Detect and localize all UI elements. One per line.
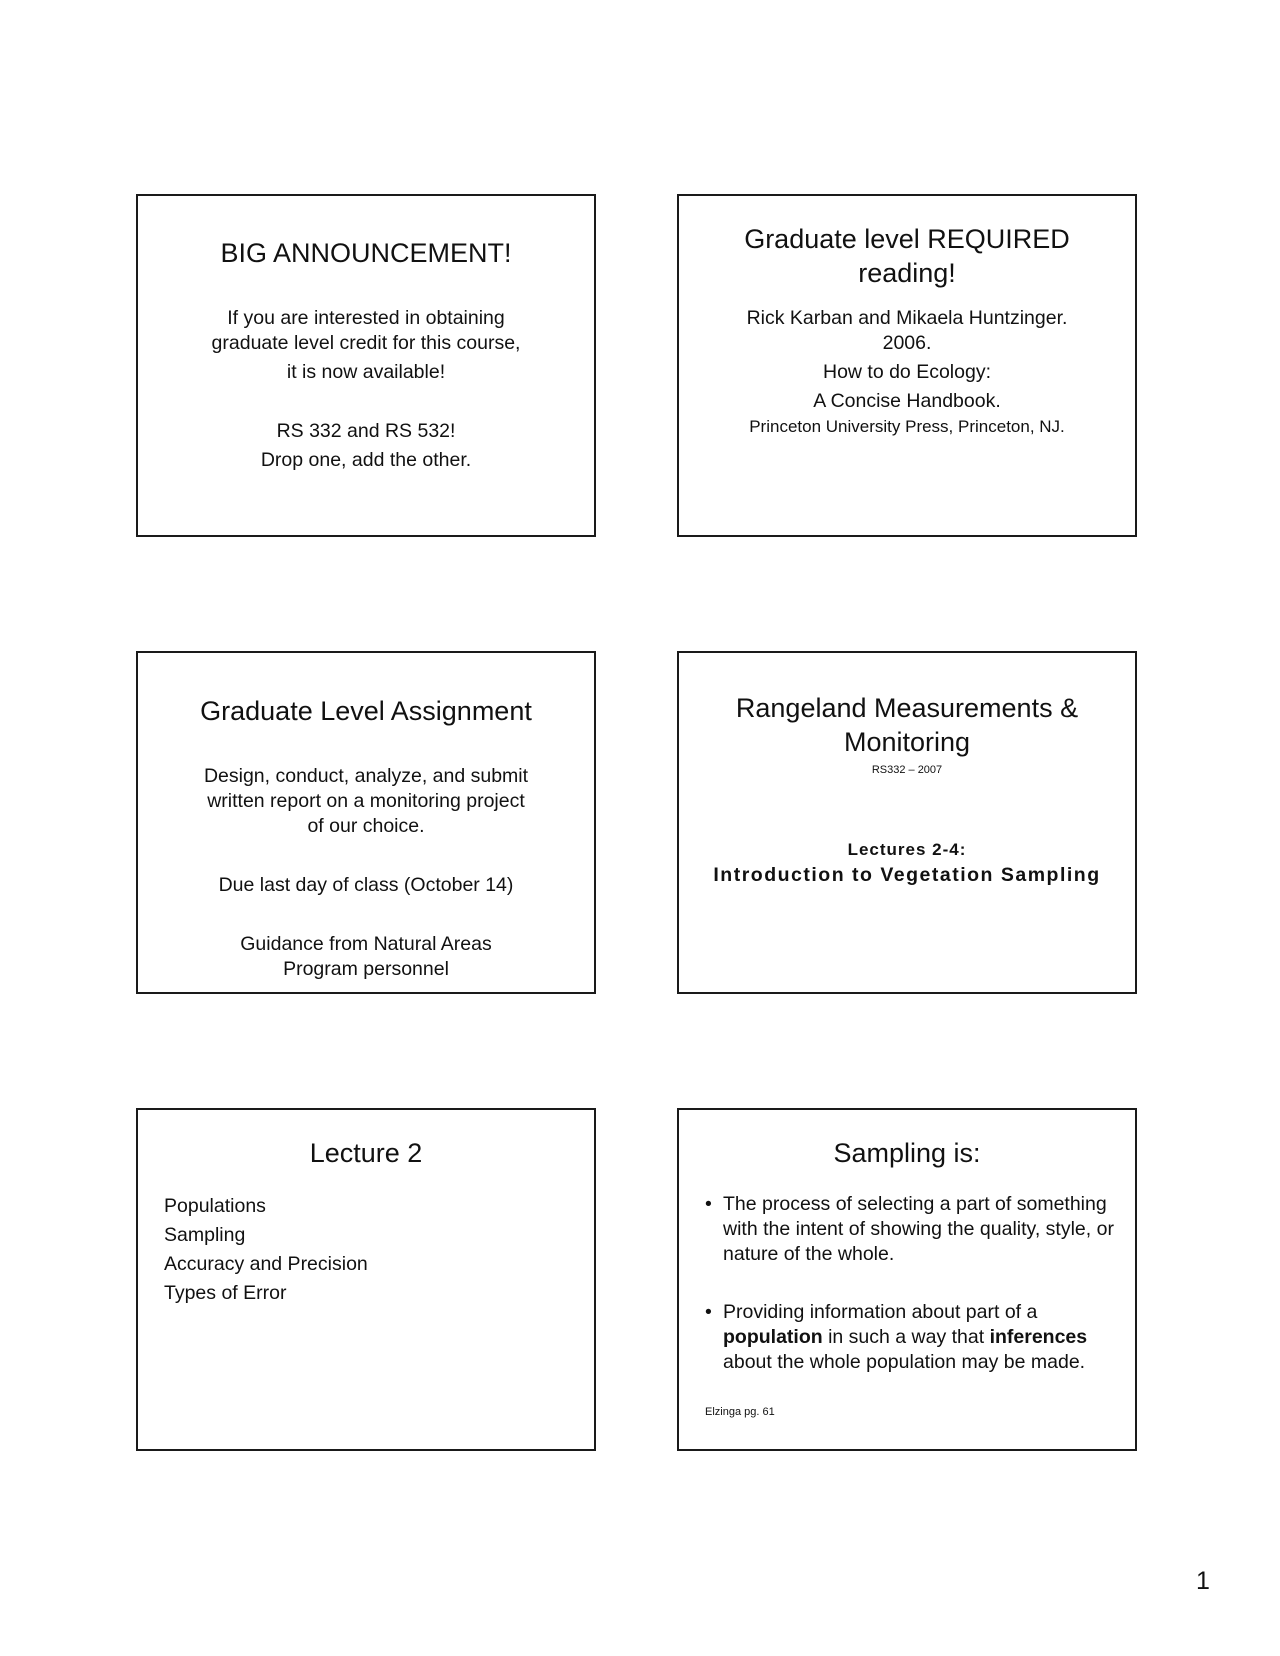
bullet-icon: • xyxy=(705,1301,712,1323)
title-line: Graduate level REQUIRED xyxy=(744,224,1070,254)
lectures-label: Lectures 2-4: xyxy=(847,840,967,859)
definition-list xyxy=(705,1192,1115,1408)
guidance-line: Program personnel xyxy=(283,958,449,980)
body-line: it is now available! xyxy=(286,361,446,383)
slide-title: Sampling is: xyxy=(833,1138,981,1168)
due-date-line: Due last day of class (October 14) xyxy=(218,874,514,896)
bold-term-inferences: inferences xyxy=(989,1326,1088,1348)
year-line: 2006. xyxy=(882,332,932,354)
course-subtitle: RS332 – 2007 xyxy=(871,764,943,776)
slide-title xyxy=(679,222,1135,290)
bold-term-population: population xyxy=(723,1326,823,1348)
slide-title: Graduate Level Assignment xyxy=(200,696,532,726)
list-item: Accuracy and Precision xyxy=(164,1253,368,1275)
list-item: Sampling xyxy=(164,1224,246,1246)
body-line: of our choice. xyxy=(307,815,425,837)
list-item: Populations xyxy=(164,1195,266,1217)
slide-sampling-definition xyxy=(677,1108,1137,1451)
list-item: Types of Error xyxy=(164,1282,287,1304)
slide-graduate-assignment xyxy=(136,651,596,994)
body-line: RS 332 and RS 532! xyxy=(276,420,456,442)
slide-body xyxy=(138,306,594,473)
guidance-line: Guidance from Natural Areas xyxy=(240,933,492,955)
bullet-text xyxy=(723,1301,1087,1373)
body-line: If you are interested in obtaining xyxy=(227,307,505,329)
slide-title xyxy=(679,691,1135,759)
title-line: Monitoring xyxy=(843,727,971,757)
slide-title: Lecture 2 xyxy=(309,1138,423,1168)
bullet-text: The process of selecting a part of something with the intent of showing the quality, style, or nature of the whole. xyxy=(723,1193,1114,1265)
bullet-text-part: about the whole population may be made. xyxy=(723,1351,1086,1373)
list-item xyxy=(705,1300,1115,1375)
title-line: reading! xyxy=(858,258,956,288)
title-line: Rangeland Measurements & xyxy=(735,693,1079,723)
slide-big-announcement xyxy=(136,194,596,537)
body-line: Design, conduct, analyze, and submit xyxy=(203,765,529,787)
body-line: written report on a monitoring project xyxy=(207,790,525,812)
lectures-topic: Introduction to Vegetation Sampling xyxy=(713,864,1101,886)
topic-list xyxy=(164,1192,368,1308)
slide-required-reading xyxy=(677,194,1137,537)
slide-lecture-2 xyxy=(136,1108,596,1451)
body-line: graduate level credit for this course, xyxy=(211,332,521,354)
page-number: 1 xyxy=(1196,1567,1210,1595)
book-title-line: A Concise Handbook. xyxy=(813,390,1001,412)
body-line: Drop one, add the other. xyxy=(260,449,472,471)
book-title-line: How to do Ecology: xyxy=(822,361,991,383)
list-item xyxy=(705,1192,1115,1267)
slide-body xyxy=(138,764,594,982)
publisher-line: Princeton University Press, Princeton, NJ. xyxy=(749,417,1065,436)
slide-body xyxy=(679,306,1135,438)
bullet-text-part: Providing information about part of a xyxy=(723,1301,1038,1323)
citation: Elzinga pg. 61 xyxy=(705,1406,775,1418)
bullet-icon: • xyxy=(705,1193,712,1215)
authors-line: Rick Karban and Mikaela Huntzinger. xyxy=(746,307,1068,329)
slide-course-title xyxy=(677,651,1137,994)
slide-title: BIG ANNOUNCEMENT! xyxy=(220,238,512,268)
bullet-text-part: in such a way that xyxy=(822,1326,990,1348)
